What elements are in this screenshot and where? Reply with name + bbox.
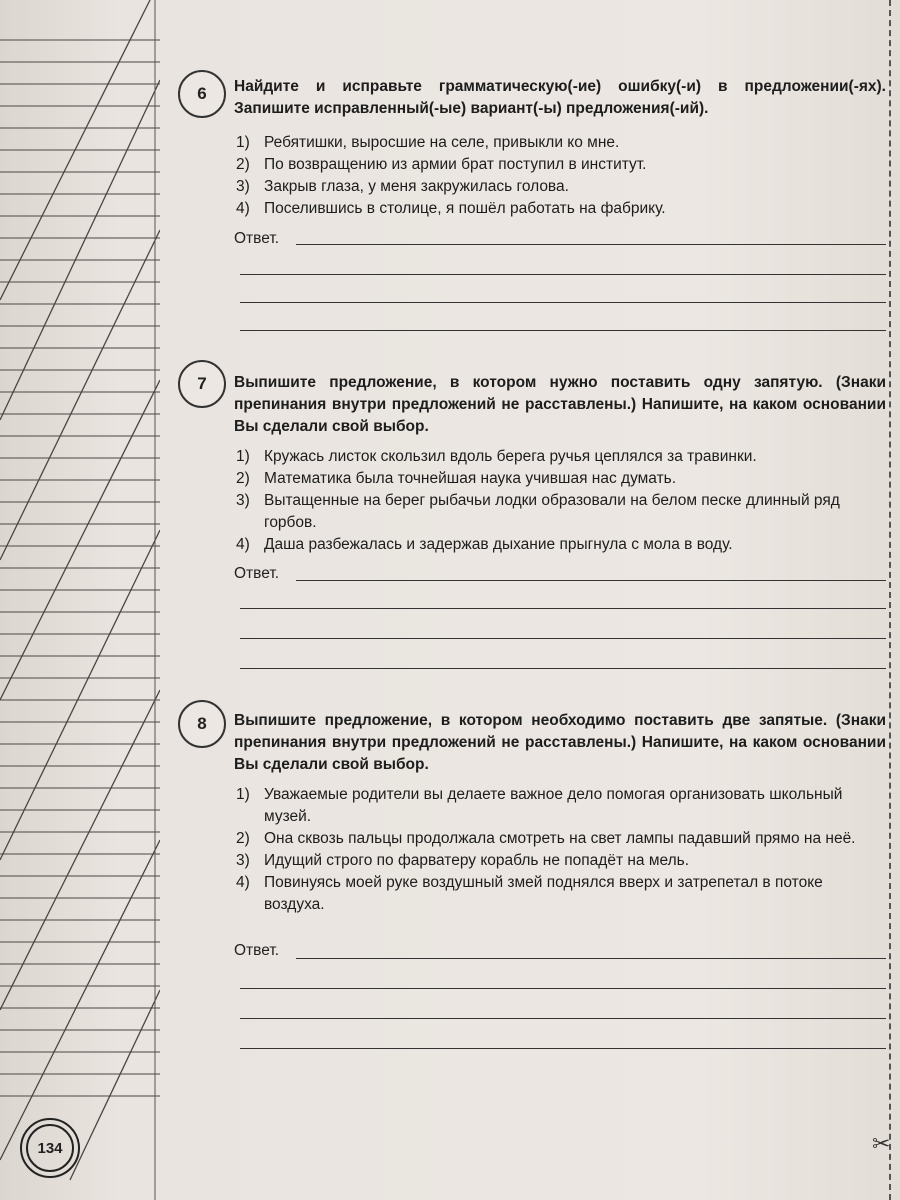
task-6 [178,70,888,340]
option-item: 3) Идущий строго по фарватеру корабль не попадёт на мель. [236,852,690,869]
answer-line[interactable] [240,668,886,669]
answer-line[interactable] [240,1048,886,1049]
answer-line[interactable] [240,274,886,275]
answer-line[interactable] [240,1018,886,1019]
task-8 [178,700,888,1060]
option-item: 4) Поселившись в столице, я пошёл работать на фабрику. [236,200,666,217]
answer-line[interactable] [296,244,886,245]
answer-label: Ответ. [234,942,280,959]
page-number: 134 [26,1124,74,1172]
task-question: Выпишите предложение, в котором необходимо поставить две запятые. (Знаки препинания внутри предложений не расставлены.) Напишите, на каком основании Вы сделали свой выбор. [234,712,886,773]
answer-line[interactable] [296,580,886,581]
task-number: 6 [178,70,226,118]
cut-line [889,0,891,1200]
ruled-margin [0,0,160,1200]
task-number: 7 [178,360,226,408]
answer-line[interactable] [240,608,886,609]
option-list [234,132,886,220]
answer-label: Ответ. [234,230,280,247]
option-item: 1) Кружась листок скользил вдоль берега ручья цеплялся за травинки. [236,448,757,465]
option-list [234,446,886,556]
answer-line[interactable] [240,330,886,331]
option-item: 3) Вытащенные на берег рыбачьи лодки образовали на белом песке длинный ряд горбов. [236,492,840,531]
option-item: 1) Ребятишки, выросшие на селе, привыкли ко мне. [236,134,620,151]
option-item: 3) Закрыв глаза, у меня закружилась голова. [236,178,569,195]
task-question: Выпишите предложение, в котором нужно поставить одну запятую. (Знаки препинания внутри предложений не расставлены.) Напишите, на каком основании Вы сделали свой выбор. [234,374,886,435]
page-number-badge [20,1118,80,1178]
answer-line[interactable] [240,638,886,639]
option-item: 1) Уважаемые родители вы делаете важное дело помогая организовать школьный музей. [236,786,843,825]
option-list [234,784,886,916]
answer-label: Ответ. [234,565,280,582]
scissors-icon: ✂ [872,1132,891,1157]
answer-line[interactable] [296,958,886,959]
option-item: 2) Математика была точнейшая наука учившая нас думать. [236,470,677,487]
option-item: 2) По возвращению из армии брат поступил в институт. [236,156,647,173]
option-item: 4) Повинуясь моей руке воздушный змей поднялся вверх и затрепетал в потоке воздуха. [236,874,823,913]
answer-line[interactable] [240,988,886,989]
task-question: Найдите и исправьте грамматическую(-ие) ошибку(-и) в предложении(-ях). Запишите исправленный(-ые) вариант(-ы) предложения(-ий). [234,78,886,117]
option-item: 4) Даша разбежалась и задержав дыхание прыгнула с мола в воду. [236,536,733,553]
answer-line[interactable] [240,302,886,303]
task-number: 8 [178,700,226,748]
option-item: 2) Она сквозь пальцы продолжала смотреть на свет лампы падавший прямо на неё. [236,830,856,847]
task-7 [178,360,888,680]
